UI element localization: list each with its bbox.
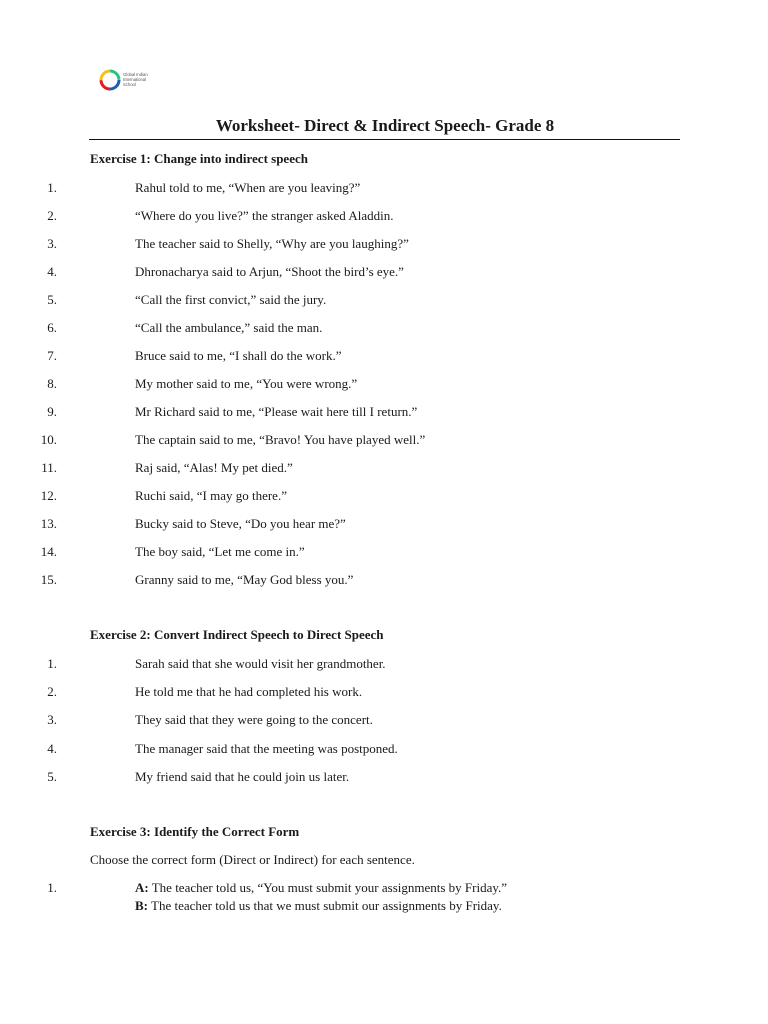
exercise-3-instruction: Choose the correct form (Direct or Indirect) for each sentence. bbox=[90, 852, 415, 867]
item-number: 14. bbox=[40, 544, 57, 559]
item-number: 10. bbox=[40, 432, 57, 447]
list-item bbox=[0, 656, 700, 674]
list-item bbox=[0, 208, 700, 226]
list-item bbox=[0, 769, 700, 787]
item-text: The manager said that the meeting was postponed. bbox=[135, 740, 398, 756]
item-number: 13. bbox=[40, 516, 57, 531]
logo-line: School bbox=[123, 82, 136, 87]
logo-line: International bbox=[123, 77, 147, 82]
item-text: They said that they were going to the concert. bbox=[135, 712, 373, 728]
option-b bbox=[135, 898, 502, 914]
list-item bbox=[0, 376, 700, 394]
list-item bbox=[0, 712, 700, 730]
item-text: Raj said, “Alas! My pet died.” bbox=[135, 460, 293, 475]
logo-text bbox=[123, 72, 148, 87]
list-item bbox=[0, 460, 700, 478]
item-text: My mother said to me, “You were wrong.” bbox=[135, 376, 358, 391]
option-b-text: The teacher told us that we must submit our assignments by Friday. bbox=[148, 898, 502, 913]
list-item bbox=[0, 320, 700, 338]
title-divider bbox=[89, 139, 680, 140]
item-number: 3. bbox=[47, 712, 57, 728]
item-text: Dhronacharya said to Arjun, “Shoot the bird’s eye.” bbox=[135, 264, 404, 279]
option-a bbox=[135, 880, 507, 896]
item-number: 1. bbox=[47, 180, 57, 195]
item-number: 1. bbox=[47, 656, 57, 671]
logo-line: Global Indian bbox=[123, 72, 148, 77]
exercise-1-heading: Exercise 1: Change into indirect speech bbox=[90, 151, 308, 166]
list-item bbox=[0, 516, 700, 534]
item-text: “Call the first convict,” said the jury. bbox=[135, 292, 327, 307]
item-text: The teacher said to Shelly, “Why are you laughing?” bbox=[135, 236, 409, 251]
item-text: Granny said to me, “May God bless you.” bbox=[135, 572, 354, 587]
option-b-label: B: bbox=[135, 898, 148, 913]
item-number: 15. bbox=[40, 572, 57, 587]
item-number: 3. bbox=[47, 236, 57, 251]
item-number: 5. bbox=[47, 292, 57, 307]
item-number: 12. bbox=[40, 488, 57, 503]
item-text: Rahul told to me, “When are you leaving?” bbox=[135, 180, 361, 195]
list-item bbox=[0, 404, 700, 422]
list-item bbox=[0, 348, 700, 366]
list-item bbox=[0, 544, 700, 562]
item-number: 1. bbox=[47, 880, 57, 895]
item-text: “Call the ambulance,” said the man. bbox=[135, 320, 323, 335]
list-item bbox=[0, 432, 700, 450]
item-number: 2. bbox=[47, 208, 57, 223]
item-text: Bucky said to Steve, “Do you hear me?” bbox=[135, 516, 346, 531]
item-text: The captain said to me, “Bravo! You have played well.” bbox=[135, 432, 426, 447]
list-item bbox=[0, 264, 700, 282]
list-item bbox=[0, 292, 700, 310]
item-text: The boy said, “Let me come in.” bbox=[135, 544, 305, 559]
item-text: Sarah said that she would visit her grandmother. bbox=[135, 656, 386, 671]
exercise-2-heading: Exercise 2: Convert Indirect Speech to Direct Speech bbox=[90, 627, 384, 642]
option-a-text: The teacher told us, “You must submit your assignments by Friday.” bbox=[148, 880, 508, 895]
item-text: He told me that he had completed his work. bbox=[135, 684, 363, 700]
page-title: Worksheet- Direct & Indirect Speech- Grade 8 bbox=[215, 116, 555, 135]
item-number: 2. bbox=[47, 684, 57, 700]
list-item bbox=[0, 236, 700, 254]
item-number: 9. bbox=[47, 404, 57, 419]
item-number: 8. bbox=[47, 376, 57, 391]
option-a-label: A: bbox=[135, 880, 149, 895]
item-text: My friend said that he could join us later. bbox=[135, 768, 350, 784]
list-item bbox=[0, 572, 700, 590]
item-text: Ruchi said, “I may go there.” bbox=[135, 488, 287, 503]
list-item bbox=[0, 488, 700, 506]
item-number: 11. bbox=[41, 460, 57, 475]
exercise-3-heading: Exercise 3: Identify the Correct Form bbox=[90, 824, 300, 839]
list-item bbox=[0, 684, 700, 702]
item-number: 4. bbox=[47, 264, 57, 279]
item-number: 4. bbox=[47, 740, 57, 756]
item-text: Bruce said to me, “I shall do the work.” bbox=[135, 348, 342, 363]
item-number: 5. bbox=[47, 768, 57, 784]
item-number: 6. bbox=[47, 320, 57, 335]
item-text: “Where do you live?” the stranger asked Aladdin. bbox=[135, 208, 394, 223]
item-number: 7. bbox=[47, 348, 57, 363]
item-text: Mr Richard said to me, “Please wait here till I return.” bbox=[135, 404, 418, 419]
list-item bbox=[0, 741, 700, 759]
list-item bbox=[0, 180, 700, 198]
